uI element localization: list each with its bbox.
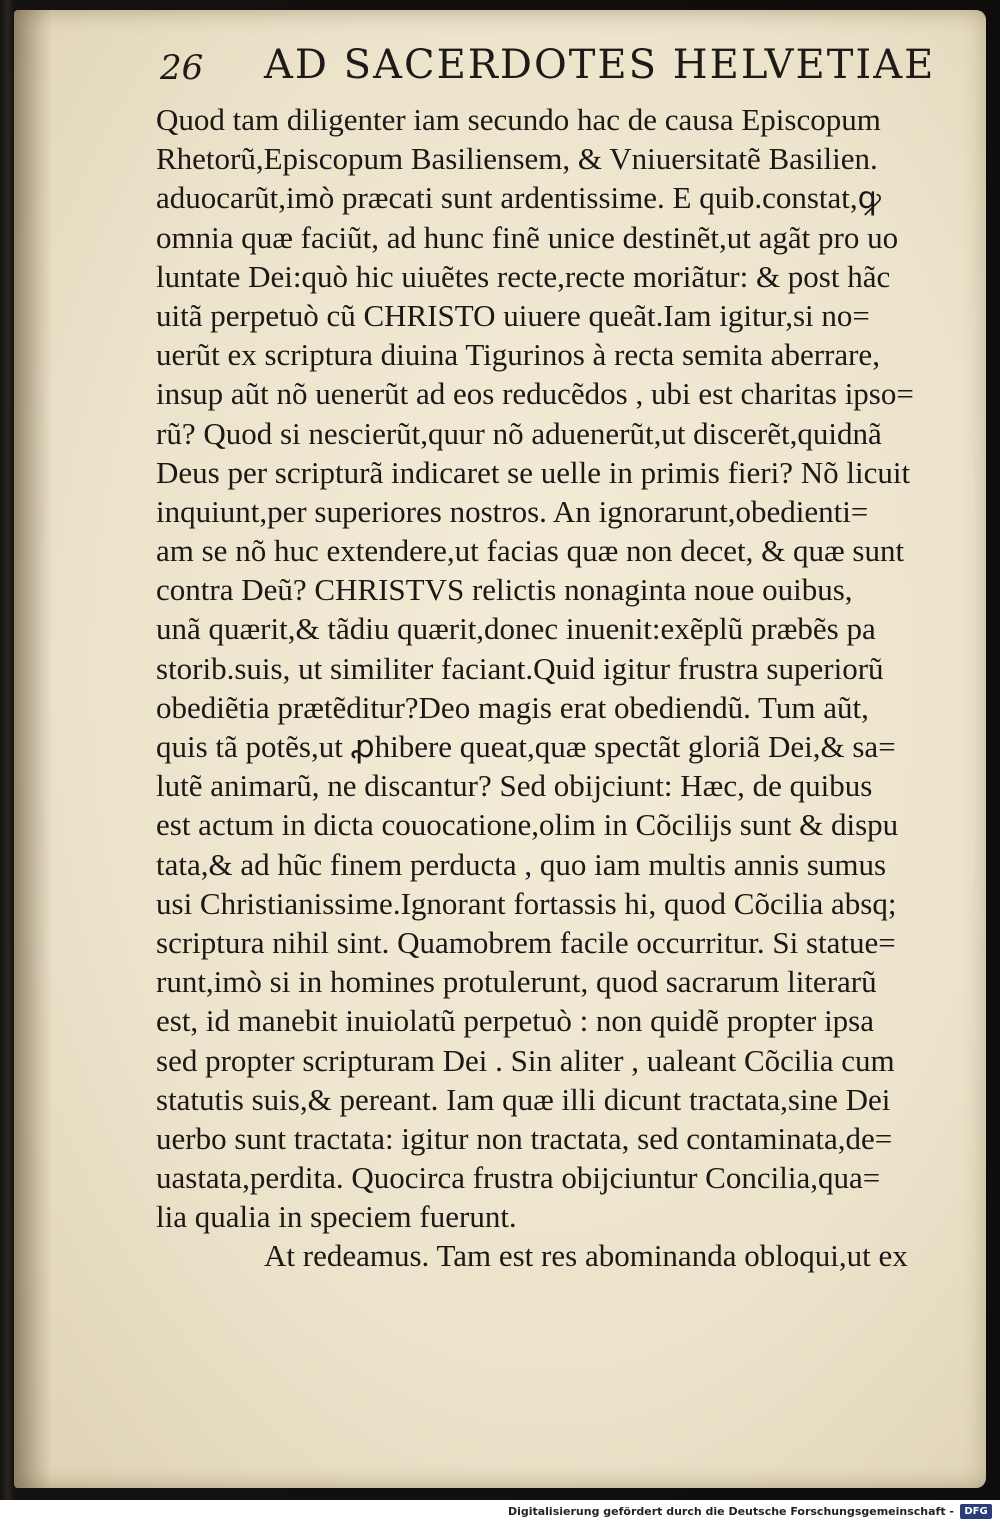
dfg-logo: DFG: [960, 1504, 992, 1519]
text-line: lutẽ animarũ, ne discantur? Sed obijciunt: Hæc, de quibus: [156, 768, 873, 804]
text-line: am se nõ huc extendere,ut facias quæ non decet, & quæ sunt: [156, 533, 905, 569]
funding-credit: Digitalisierung gefördert durch die Deutsche Forschungsgemeinschaft -: [507, 1505, 954, 1518]
page-gutter-shadow: [14, 10, 52, 1488]
running-title: AD SACERDOTES HELVETIAE: [264, 42, 936, 88]
text-line: inquiunt,per superiores nostros. An ignorarunt,obedienti=: [156, 493, 869, 529]
page-number: 26: [160, 48, 204, 88]
text-line: insup aũt nõ uenerũt ad eos reducẽdos , ubi est charitas ipso=: [156, 376, 914, 412]
text-line: rũ? Quod si nescierũt,quur nõ aduenerũt,ut discerẽt,quidnã: [156, 415, 882, 451]
text-line: sed propter scripturam Dei . Sin aliter , ualeant Cõcilia cum: [156, 1042, 895, 1078]
text-line: scriptura nihil sint. Quamobrem facile occurritur. Si statue=: [156, 924, 896, 960]
text-line: aduocarũt,imò præcati sunt ardentissime. E quib.constat,ꝙ: [156, 180, 881, 216]
digitization-footer: [0, 1500, 1000, 1523]
text-line: uerbo sunt tractata: igitur non tractata, sed contaminata,de=: [156, 1120, 893, 1156]
paragraph-start-line: At redeamus. Tam est res abominanda obloqui,ut ex: [264, 1238, 908, 1274]
text-line: quis tã potẽs,ut ꝓhibere queat,quæ spectãt gloriã Dei,& sa=: [156, 729, 896, 764]
text-line: uitã perpetuò cũ CHRISTO uiuere queãt.Iam igitur,si no=: [156, 297, 870, 333]
text-line: statutis suis,& pereant. Iam quæ illi dicunt tractata,sine Dei: [156, 1081, 891, 1117]
text-line: contra Deũ? CHRISTVS relictis nonaginta noue ouibus,: [156, 572, 853, 608]
text-line: tata,& ad hũc finem perducta , quo iam multis annis sumus: [156, 846, 887, 882]
text-line: runt,imò si in homines protulerunt, quod sacrarum literarũ: [156, 964, 877, 1000]
text-line: omnia quæ faciũt, ad hunc finẽ unice destinẽt,ut agãt pro uo: [156, 219, 899, 255]
text-line: storib.suis, ut similiter faciant.Quid igitur frustra superiorũ: [156, 650, 884, 686]
text-line: Quod tam diligenter iam secundo hac de causa Episcopum: [156, 102, 881, 137]
text-line: obediẽtia prætẽditur?Deo magis erat obediendũ. Tum aũt,: [156, 689, 869, 725]
text-line: uerũt ex scriptura diuina Tigurinos à recta semita aberrare,: [156, 337, 880, 373]
text-line: unã quærit,& tãdiu quærit,donec inuenit:exẽplũ præbẽs pa: [156, 611, 876, 647]
text-line: luntate Dei:quò hic uiuẽtes recte,recte moriãtur: & post hãc: [156, 258, 891, 294]
text-line: est actum in dicta couocatione,olim in Cõcilijs sunt & dispu: [156, 807, 899, 843]
body-text: [156, 100, 946, 1276]
text-line: Rhetorũ,Episcopum Basiliensem, & Vniuersitatẽ Basilien.: [156, 141, 878, 177]
text-line: usi Christianissime.Ignorant fortassis hi, quod Cõcilia absq;: [156, 885, 897, 921]
text-line: Deus per scripturã indicaret se uelle in primis fieri? Nõ licuit: [156, 454, 911, 490]
text-line: uastata,perdita. Quocirca frustra obijciuntur Concilia,qua=: [156, 1160, 881, 1196]
page-header: [160, 38, 936, 98]
text-line: est, id manebit inuiolatũ perpetuò : non quidẽ propter ipsa: [156, 1003, 875, 1039]
text-line: lia qualia in speciem fuerunt.: [156, 1199, 517, 1235]
